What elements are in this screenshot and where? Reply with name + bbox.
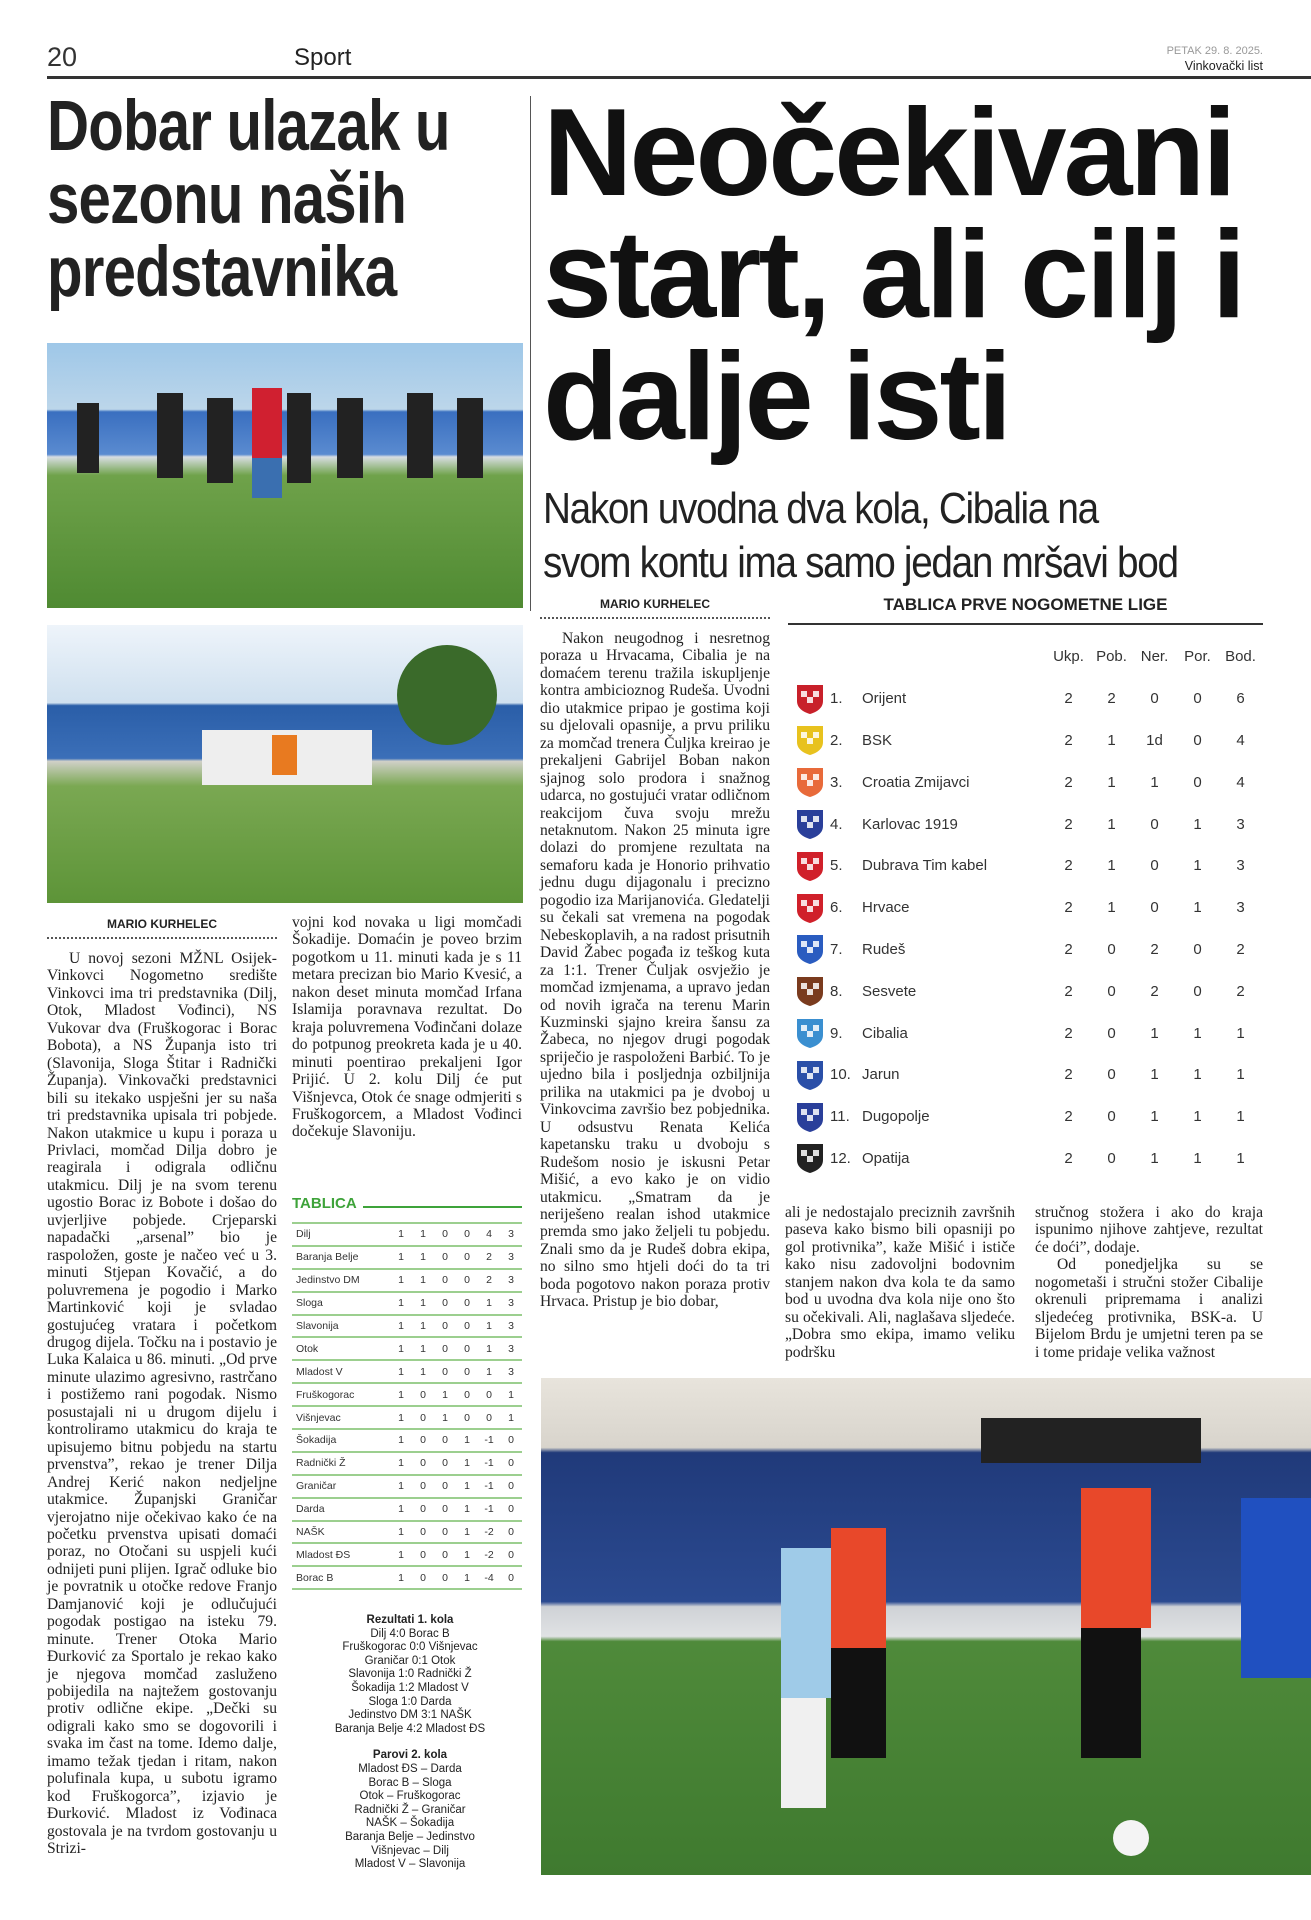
pairs-title: Parovi 2. kola — [372, 1749, 448, 1762]
pair-line: Višnjevac – Dilj — [371, 1844, 449, 1857]
team-photo-mladost — [47, 625, 523, 903]
position: 10. — [830, 1066, 851, 1084]
stat-cell: 1 — [1107, 815, 1116, 833]
stat-cell: 2 — [478, 1246, 500, 1269]
stat-cell: 4 — [1236, 731, 1245, 749]
stat-cell: 1 — [412, 1360, 434, 1383]
stat-cell: 0 — [434, 1269, 456, 1292]
stat-cell: 1 — [390, 1223, 412, 1246]
team-name: Hrvace — [862, 899, 910, 917]
stat-cell: 1 — [478, 1315, 500, 1338]
result-line: Jedinstvo DM 3:1 NAŠK — [348, 1709, 472, 1722]
stat-cell: 1 — [456, 1566, 478, 1589]
team-name: Jarun — [862, 1066, 900, 1084]
table-row — [790, 803, 1262, 845]
stat-cell: 1 — [478, 1360, 500, 1383]
stat-cell: 1 — [1236, 1108, 1245, 1126]
stat-cell: 0 — [1107, 1108, 1116, 1126]
left-article-col2 — [292, 914, 522, 1141]
paragraph: stručnog stožera i ako do kraja ispunimo njihove zahtjeve, rezultat će doći”, dodaje. — [1035, 1204, 1263, 1256]
position: 2. — [830, 731, 843, 749]
stat-cell: 1 — [390, 1292, 412, 1315]
table-row — [292, 1429, 522, 1452]
left-headline: Dobar ulazak u sezonu naših predstavnika — [47, 87, 450, 312]
stat-cell: 2 — [1064, 690, 1073, 708]
stat-cell: 1 — [390, 1429, 412, 1452]
stat-cell: 1 — [390, 1383, 412, 1406]
table-row — [292, 1292, 522, 1315]
table-row — [790, 887, 1262, 929]
stat-cell: 1 — [412, 1315, 434, 1338]
stat-cell: 0 — [456, 1337, 478, 1360]
stat-cell: 0 — [412, 1429, 434, 1452]
stat-cell: 2 — [478, 1269, 500, 1292]
stat-cell: 1 — [434, 1383, 456, 1406]
stat-cell: 2 — [1064, 940, 1073, 958]
stat-cell: 1 — [1107, 773, 1116, 791]
left-author: MARIO KURHELEC — [47, 917, 277, 939]
stat-cell: 1 — [390, 1475, 412, 1498]
stat-cell: 0 — [434, 1521, 456, 1544]
club-crest-icon — [790, 803, 830, 845]
table-row — [790, 720, 1262, 762]
result-line: Baranja Belje 4:2 Mladost ĐS — [334, 1722, 486, 1735]
team-name: Rudeš — [862, 940, 906, 958]
stat-cell: 0 — [412, 1498, 434, 1521]
stat-cell: 0 — [412, 1566, 434, 1589]
stat-cell: 4 — [478, 1223, 500, 1246]
stat-cell: 1 — [456, 1521, 478, 1544]
stat-cell: -2 — [478, 1521, 500, 1544]
stat-cell: 3 — [500, 1292, 522, 1315]
header-row — [790, 636, 1262, 678]
stat-cell: 1 — [390, 1566, 412, 1589]
club-crest-icon — [790, 720, 830, 762]
column-header: Ner. — [1140, 648, 1169, 666]
stat-cell: 1 — [456, 1498, 478, 1521]
stat-cell: 0 — [434, 1543, 456, 1566]
result-line: Fruškogorac 0:0 Višnjevac — [342, 1641, 478, 1654]
result-line: Slavonija 1:0 Radnički Ž — [348, 1668, 472, 1681]
stat-cell: 2 — [1236, 940, 1245, 958]
team-name: Opatija — [862, 1149, 910, 1167]
results-block — [310, 1614, 510, 1872]
result-line: Graničar 0:1 Otok — [364, 1654, 456, 1667]
stat-cell: 1 — [500, 1406, 522, 1429]
stat-cell: 0 — [434, 1429, 456, 1452]
table-row — [292, 1452, 522, 1475]
stat-cell: 1 — [1150, 1149, 1159, 1167]
team-name: Croatia Zmijavci — [862, 773, 970, 791]
stat-cell: 0 — [478, 1406, 500, 1429]
stat-cell: 0 — [434, 1223, 456, 1246]
issue-date: PETAK 29. 8. 2025. — [1166, 45, 1263, 57]
stat-cell: 0 — [1107, 940, 1116, 958]
stat-cell: 3 — [500, 1360, 522, 1383]
team-name: Radnički Ž — [292, 1452, 390, 1475]
paragraph: Nakon neugodnog i nesretnog poraza u Hrvacama, Cibalia je na domaćem terenu tražila iskupljenje kontra ambicioznog Rudeša. Uvodni dio utakmice pripao je gostima koji su djelovali opasnije, a prvu priliku za momčad trenera Čuljka kreirao je prekaljeni Gabrijel Boban nakon sjajnog solo prodora i snažnog udarca, no gostujući vratar odličnom reakcijom čuva svoju mrežu netaknutom. Nakon 25 minuta igre dolazi do promjene rezultata na semaforu kada je Honorio prihvatio jednu dugu dijagonalu i precizno pogodio iza Marijanovića. Gledatelji su čekali sat vremena na pogodak Nebeskoplavih, a na radost prisutnih David Žabec pogađa iz teškog kuta za 1:1. Trener Čuljak osvježio je momčad izmjenama, a upravo jedan od novih igrača na terenu Marin Kuzminski sjajno kreira šansu za Žabeca, no njegov drugi pogodak spriječio je raspoloženi Barbić. To je ujedno bila i posljednja ozbiljnija prilika na utakmici pa je dvoboj u Vinkovcima završio bez pobjednika. U odsustvu Renata Kelića kapetansku traku u dvoboju s Rudešom nosio je iskusni Petar Mišić, a evo kako je on vidio utakmicu. „Smatram da je neriješeno realan ishod utakmice premda smo jako željeli tu pobjedu. Znali smo da je Rudeš dobra ekipa, no silno smo htjeli doći do ta tri boda pogotovo nakon poraza protiv Hrvaca. Pristup je bio dobar, — [540, 630, 770, 1311]
stat-cell: 1 — [1193, 1066, 1202, 1084]
stat-cell: 0 — [456, 1406, 478, 1429]
team-name: Dugopolje — [862, 1108, 930, 1126]
stat-cell: 0 — [1150, 690, 1159, 708]
stat-cell: 0 — [434, 1292, 456, 1315]
table-row — [790, 929, 1262, 971]
stat-cell: 2 — [1064, 815, 1073, 833]
position: 8. — [830, 982, 843, 1000]
stat-cell: 0 — [1193, 982, 1202, 1000]
stat-cell: 2 — [1064, 857, 1073, 875]
table-row — [292, 1360, 522, 1383]
stat-cell: 0 — [1150, 857, 1159, 875]
stat-cell: 2 — [1064, 1149, 1073, 1167]
table-row — [790, 678, 1262, 720]
table-row — [292, 1223, 522, 1246]
stat-cell: 1 — [434, 1406, 456, 1429]
table-row — [292, 1406, 522, 1429]
stat-cell: -1 — [478, 1475, 500, 1498]
result-line: Dilj 4:0 Borac B — [370, 1627, 450, 1640]
page-number: 20 — [47, 42, 78, 72]
stat-cell: 0 — [456, 1360, 478, 1383]
position: 7. — [830, 940, 843, 958]
stat-cell: 1 — [1150, 1108, 1159, 1126]
stat-cell: 0 — [412, 1543, 434, 1566]
publication-name: Vinkovački list — [1184, 59, 1263, 73]
league-title: TABLICA PRVE NOGOMETNE LIGE — [788, 595, 1263, 625]
position: 9. — [830, 1024, 843, 1042]
stat-cell: 0 — [500, 1475, 522, 1498]
pair-line: Mladost V – Slavonija — [354, 1858, 466, 1871]
team-name: Dilj — [292, 1223, 390, 1246]
team-name: Jedinstvo DM — [292, 1269, 390, 1292]
table-row — [790, 1138, 1262, 1180]
club-crest-icon — [790, 887, 830, 929]
title-rule — [363, 1206, 522, 1208]
stat-cell: -1 — [478, 1452, 500, 1475]
stat-cell: 1 — [456, 1543, 478, 1566]
stat-cell: 0 — [1107, 1024, 1116, 1042]
club-crest-icon — [790, 970, 830, 1012]
stat-cell: 0 — [1193, 940, 1202, 958]
team-name: Višnjevac — [292, 1406, 390, 1429]
club-crest-icon — [790, 678, 830, 720]
main-subheadline: Nakon uvodna dva kola, Cibalia na svom kontu ima samo jedan mršavi bod — [543, 484, 1178, 587]
stat-cell: 0 — [500, 1543, 522, 1566]
column-header: Bod. — [1225, 648, 1256, 666]
table-row — [790, 1096, 1262, 1138]
stat-cell: 0 — [456, 1292, 478, 1315]
match-photo-cibalia-rudes — [541, 1378, 1311, 1875]
column-header: Pob. — [1096, 648, 1127, 666]
position: 11. — [830, 1108, 850, 1126]
stat-cell: 1 — [1193, 1108, 1202, 1126]
main-headline: Neočekivani start, ali cilj i dalje isti — [543, 84, 1244, 466]
stat-cell: 2 — [1064, 1024, 1073, 1042]
team-name: Graničar — [292, 1475, 390, 1498]
team-name: Karlovac 1919 — [862, 815, 958, 833]
stat-cell: 1 — [390, 1315, 412, 1338]
table-row — [292, 1269, 522, 1292]
stat-cell: -2 — [478, 1543, 500, 1566]
section-title: Sport — [294, 44, 352, 71]
stat-cell: 1 — [390, 1246, 412, 1269]
stat-cell: 3 — [500, 1269, 522, 1292]
paragraph: U novoj sezoni MŽNL Osijek-Vinkovci Nogometno središte Vinkovci ima tri predstavnika (Dilj, Otok, Mladost Vođinci), NS Vukovar dva (Fruškogorac i Borac Bobota), a NS Županja isto tri (Slavonija, Sloga Štitar i Radnički Županja). Vinkovački predstavnici bili su itekako uspješni jer su naša tri predstavnika upisala tri pobjede. Nakon utakmice u kupu i poraza u Privlaci, momčad Dilja dobro je reagirala i odigrala odličnu utakmicu. Dilj je na svom terenu ugostio Borac iz Bobote i došao do uvjerljive pobjede. Crjeparski napadački „arsenal” bio je raspoložen, goste je načeo već u 3. minuti Stjepan Kovačić, a do poluvremena je pogodio i Marko Martinković koji je svladao gostujućeg vratara i početkom drugog dijela. Točku na i postavio je Luka Kalaica u 86. minuti. „Od prve minute ulazimo agresivno, rastrčano i postižemo rani pogodak. Nismo posustajali ni u drugom dijelu i kontroliramo utakmicu do kraja te upisujemo bitnu pobjedu na startu prvenstva”, rekao je trener Dilja Andrej Kerić nakon nedjeljne utakmice. Županjski Graničar vjerojatno nije očekivao kako će na početku prvenstva upisati domaći poraz, no Otočani su uspjeli kući odnijeti puni plijen. Igrač odluke bio je povratnik u otočke redove Franjo Damjanović koji je odlučujući pogodak postigao na isteku 79. minute. Trener Otoka Mario Đurković za Sportalo je rekao kako je njegova momčad zasluženo pobijedila na najtežem gostovanju protiv odlične ekipe. „Dečki su odigrali kako smo se dogovorili i svaka im čast na tome. Idemo dalje, imamo težak tjedan i ritam, nakon polufinala kupa, u subotu igramo kod Fruškogorca”, izjavio je Đurković. Mladost iz Vođinaca gostovala je na tvrdom gostovanju u Strizi- — [47, 950, 277, 1858]
table-row — [292, 1566, 522, 1589]
stat-cell: 0 — [500, 1521, 522, 1544]
stat-cell: 3 — [1236, 899, 1245, 917]
team-name: BSK — [862, 731, 893, 749]
team-name: Slavonija — [292, 1315, 390, 1338]
stat-cell: 1 — [500, 1383, 522, 1406]
stat-cell: 1 — [478, 1292, 500, 1315]
stat-cell: 2 — [1107, 690, 1116, 708]
table-row — [292, 1498, 522, 1521]
stat-cell: 1 — [456, 1429, 478, 1452]
stat-cell: 0 — [500, 1498, 522, 1521]
stat-cell: 2 — [1064, 1108, 1073, 1126]
stat-cell: 0 — [434, 1452, 456, 1475]
stat-cell: 1 — [1236, 1066, 1245, 1084]
stat-cell: 0 — [456, 1315, 478, 1338]
stat-cell: 1 — [1107, 857, 1116, 875]
position: 5. — [830, 857, 843, 875]
stat-cell: 3 — [1236, 857, 1245, 875]
stat-cell: 1 — [1150, 773, 1159, 791]
stat-cell: 1 — [1193, 857, 1202, 875]
stat-cell: 0 — [412, 1406, 434, 1429]
paragraph: vojni kod novaka u ligi momčadi Šokadije. Domaćin je poveo brzim pogotkom u 11. minuti kada je s 11 metara precizan bio Mario Kvesić, a nakon deset minuta momčad Irfana Islamija poravnava rezultat. Do kraja poluvremena Vođinčani dolaze do potpunog preokreta kada je u 40. minuti poentirao prekaljeni Igor Prijić. U 2. kolu Dilj će put Višnjevca, Otok će snage odmjeriti s Fruškogorcem, a Mladost Vođinci dočekuje Slavoniju. — [292, 914, 522, 1141]
stat-cell: 0 — [434, 1498, 456, 1521]
stat-cell: 0 — [434, 1566, 456, 1589]
team-name: Dubrava Tim kabel — [862, 857, 988, 875]
stat-cell: 1 — [1193, 1024, 1202, 1042]
stat-cell: 0 — [434, 1475, 456, 1498]
club-crest-icon — [790, 1054, 830, 1096]
main-author: MARIO KURHELEC — [540, 597, 770, 619]
stat-cell: 3 — [1236, 815, 1245, 833]
stat-cell: 4 — [1236, 773, 1245, 791]
stat-cell: 1 — [390, 1269, 412, 1292]
stat-cell: 0 — [434, 1337, 456, 1360]
stat-cell: 0 — [412, 1475, 434, 1498]
table-row — [790, 970, 1262, 1012]
players-celebrating — [47, 625, 523, 903]
table-row — [790, 1012, 1262, 1054]
team-name: Fruškogorac — [292, 1383, 390, 1406]
stat-cell: 1 — [412, 1223, 434, 1246]
stat-cell: 1 — [412, 1246, 434, 1269]
small-table-label: TABLICA — [292, 1195, 357, 1212]
stat-cell: 2 — [1064, 899, 1073, 917]
stat-cell: 1 — [390, 1452, 412, 1475]
stat-cell: 3 — [500, 1246, 522, 1269]
stat-cell: 0 — [500, 1429, 522, 1452]
team-name: Mladost ĐS — [292, 1543, 390, 1566]
small-table-title — [292, 1195, 522, 1212]
stat-cell: 0 — [434, 1315, 456, 1338]
table-row — [292, 1521, 522, 1544]
team-name: Orijent — [862, 690, 907, 708]
stat-cell: 0 — [434, 1246, 456, 1269]
results-title: Rezultati 1. kola — [366, 1614, 454, 1626]
column-divider — [530, 96, 531, 611]
paragraph: ali je nedostajalo preciznih završnih paseva kako bismo bili opasniji po gol protivnika”, kaže Mišić i ističe kako nisu zadovoljni bodovnim stanjem nakon dva kola te da samo bod u uvodna dva kola nije ono što su očekivali. Ali, naglašava sljedeće. „Dobra smo ekipa, imamo veliku podršku — [785, 1204, 1015, 1361]
first-league-table — [790, 636, 1262, 1179]
club-crest-icon — [790, 761, 830, 803]
stat-cell: 1 — [1193, 815, 1202, 833]
stat-cell: 0 — [1150, 899, 1159, 917]
team-name: NAŠK — [292, 1521, 390, 1544]
stat-cell: 0 — [456, 1246, 478, 1269]
stat-cell: 1 — [390, 1521, 412, 1544]
stat-cell: 0 — [456, 1383, 478, 1406]
stat-cell: 0 — [500, 1452, 522, 1475]
team-photo-dilj — [47, 343, 523, 608]
pair-line: Otok – Fruškogorac — [359, 1790, 461, 1803]
stat-cell: 0 — [500, 1566, 522, 1589]
stat-cell: 0 — [456, 1269, 478, 1292]
stat-cell: 1 — [1236, 1149, 1245, 1167]
stat-cell: 6 — [1236, 690, 1245, 708]
table-row — [292, 1543, 522, 1566]
pairs-list — [310, 1763, 510, 1872]
table-row — [292, 1383, 522, 1406]
pair-line: Mladost ĐS – Darda — [358, 1762, 462, 1775]
result-line: Sloga 1:0 Darda — [368, 1695, 452, 1708]
team-name: Borac B — [292, 1566, 390, 1589]
stat-cell: 1 — [456, 1452, 478, 1475]
stat-cell: 0 — [1193, 731, 1202, 749]
club-crest-icon — [790, 845, 830, 887]
team-name: Šokadija — [292, 1429, 390, 1452]
players-silhouettes — [47, 343, 523, 608]
team-name: Cibalia — [862, 1024, 908, 1042]
table-row — [790, 1054, 1262, 1096]
club-crest-icon — [790, 1012, 830, 1054]
stat-cell: 3 — [500, 1315, 522, 1338]
main-article-col2 — [785, 1204, 1015, 1361]
stat-cell: 1 — [412, 1269, 434, 1292]
stat-cell: 2 — [1236, 982, 1245, 1000]
table-row — [292, 1475, 522, 1498]
team-name: Otok — [292, 1337, 390, 1360]
stat-cell: -1 — [478, 1429, 500, 1452]
stat-cell: 2 — [1064, 773, 1073, 791]
stat-cell: 1 — [1236, 1024, 1245, 1042]
team-name: Mladost V — [292, 1360, 390, 1383]
referees-and-captains — [541, 1378, 1311, 1875]
stat-cell: 0 — [1107, 1149, 1116, 1167]
pair-line: Radnički Ž – Graničar — [354, 1803, 466, 1816]
main-article-col3 — [1035, 1204, 1263, 1361]
table-row — [790, 845, 1262, 887]
stat-cell: 0 — [412, 1452, 434, 1475]
stat-cell: 0 — [434, 1360, 456, 1383]
stat-cell: 1 — [1150, 1066, 1159, 1084]
position: 4. — [830, 815, 843, 833]
stat-cell: 1 — [1150, 1024, 1159, 1042]
position: 1. — [830, 690, 843, 708]
stat-cell: 0 — [1193, 773, 1202, 791]
stat-cell: 1d — [1146, 731, 1163, 749]
stat-cell: 1 — [390, 1360, 412, 1383]
position: 6. — [830, 899, 843, 917]
table-row — [292, 1315, 522, 1338]
stat-cell: 0 — [1107, 1066, 1116, 1084]
stat-cell: 0 — [1107, 982, 1116, 1000]
stat-cell: 1 — [1107, 731, 1116, 749]
position: 12. — [830, 1149, 851, 1167]
column-header: Por. — [1184, 648, 1211, 666]
position: 3. — [830, 773, 843, 791]
result-line: Šokadija 1:2 Mladost V — [351, 1681, 469, 1694]
stat-cell: 1 — [1107, 899, 1116, 917]
stat-cell: 2 — [1150, 940, 1159, 958]
stat-cell: 1 — [1193, 1149, 1202, 1167]
left-article-col1 — [47, 950, 277, 1858]
stat-cell: 1 — [390, 1543, 412, 1566]
pair-line: Borac B – Sloga — [368, 1776, 452, 1789]
stat-cell: 3 — [500, 1337, 522, 1360]
stat-cell: 0 — [456, 1223, 478, 1246]
stat-cell: 1 — [412, 1292, 434, 1315]
club-crest-icon — [790, 929, 830, 971]
stat-cell: 1 — [456, 1475, 478, 1498]
pair-line: NAŠK – Šokadija — [365, 1817, 455, 1830]
stat-cell: 1 — [1193, 899, 1202, 917]
stat-cell: 1 — [390, 1406, 412, 1429]
stat-cell: 3 — [500, 1223, 522, 1246]
stat-cell: 0 — [1193, 690, 1202, 708]
league-table-mznl — [292, 1222, 522, 1590]
team-name: Darda — [292, 1498, 390, 1521]
pair-line: Baranja Belje – Jedinstvo — [345, 1830, 475, 1843]
team-name: Sloga — [292, 1292, 390, 1315]
club-crest-icon — [790, 1096, 830, 1138]
table-row — [292, 1246, 522, 1269]
stat-cell: 2 — [1064, 1066, 1073, 1084]
team-name: Baranja Belje — [292, 1246, 390, 1269]
main-article-col1 — [540, 630, 770, 1311]
stat-cell: 1 — [478, 1337, 500, 1360]
stat-cell: -4 — [478, 1566, 500, 1589]
stat-cell: 2 — [1064, 731, 1073, 749]
club-crest-icon — [790, 1138, 830, 1180]
team-name: Sesvete — [862, 982, 917, 1000]
stat-cell: 1 — [390, 1498, 412, 1521]
stat-cell: 2 — [1064, 982, 1073, 1000]
results-list — [310, 1628, 510, 1737]
stat-cell: 0 — [1150, 815, 1159, 833]
table-row — [790, 761, 1262, 803]
stat-cell: 0 — [478, 1383, 500, 1406]
stat-cell: 2 — [1150, 982, 1159, 1000]
stat-cell: 1 — [412, 1337, 434, 1360]
stat-cell: 0 — [412, 1521, 434, 1544]
paragraph: Od ponedjeljka su se nogometaši i stručni stožer Cibalije okrenuli pripremama i analizi sljedećeg protivnika, BSK-a. U Bijelom Brdu je umjetni teren pa se i tome pridaje velika važnost — [1035, 1256, 1263, 1361]
stat-cell: -1 — [478, 1498, 500, 1521]
column-header: Ukp. — [1053, 648, 1084, 666]
table-row — [292, 1337, 522, 1360]
header-rule — [47, 76, 1311, 79]
stat-cell: 0 — [412, 1383, 434, 1406]
stat-cell: 1 — [390, 1337, 412, 1360]
